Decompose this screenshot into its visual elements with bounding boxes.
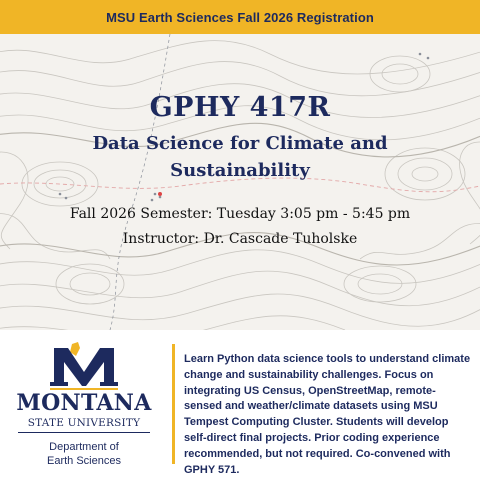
topographic-hero <box>0 34 480 330</box>
msu-mountain-m-icon <box>50 342 118 390</box>
wordmark-divider <box>18 432 150 433</box>
registration-banner <box>0 0 480 34</box>
msu-logo <box>0 330 168 480</box>
course-schedule: Fall 2026 Semester: Tuesday 3:05 pm - 5:45 pm <box>69 206 411 222</box>
banner-text: MSU Earth Sciences Fall 2026 Registration <box>106 9 374 25</box>
course-code: GPHY 417R <box>149 92 331 123</box>
course-title: Data Science for Climate and Sustainability <box>92 133 388 181</box>
wordmark-montana: MONTANA <box>16 390 152 416</box>
course-instructor: Instructor: Dr. Cascade Tuholske <box>122 231 358 247</box>
department-line-1: Department of <box>49 441 119 453</box>
course-description: Learn Python data science tools to understand climate change and sustainability challenges. Focus on integrating US Census, OpenStreetMap, remote-sensed and weather/climate datasets using MSU Tempest Computing Cluster. Students will develop self-direct final projects. Prior coding experience recommended, but not required. Co-convened with GPHY 571. <box>184 353 471 476</box>
footer-panel <box>0 330 480 480</box>
wordmark-state-university: STATE UNIVERSITY <box>27 417 141 429</box>
department-line-2: Earth Sciences <box>47 455 121 467</box>
gold-divider <box>172 344 175 464</box>
